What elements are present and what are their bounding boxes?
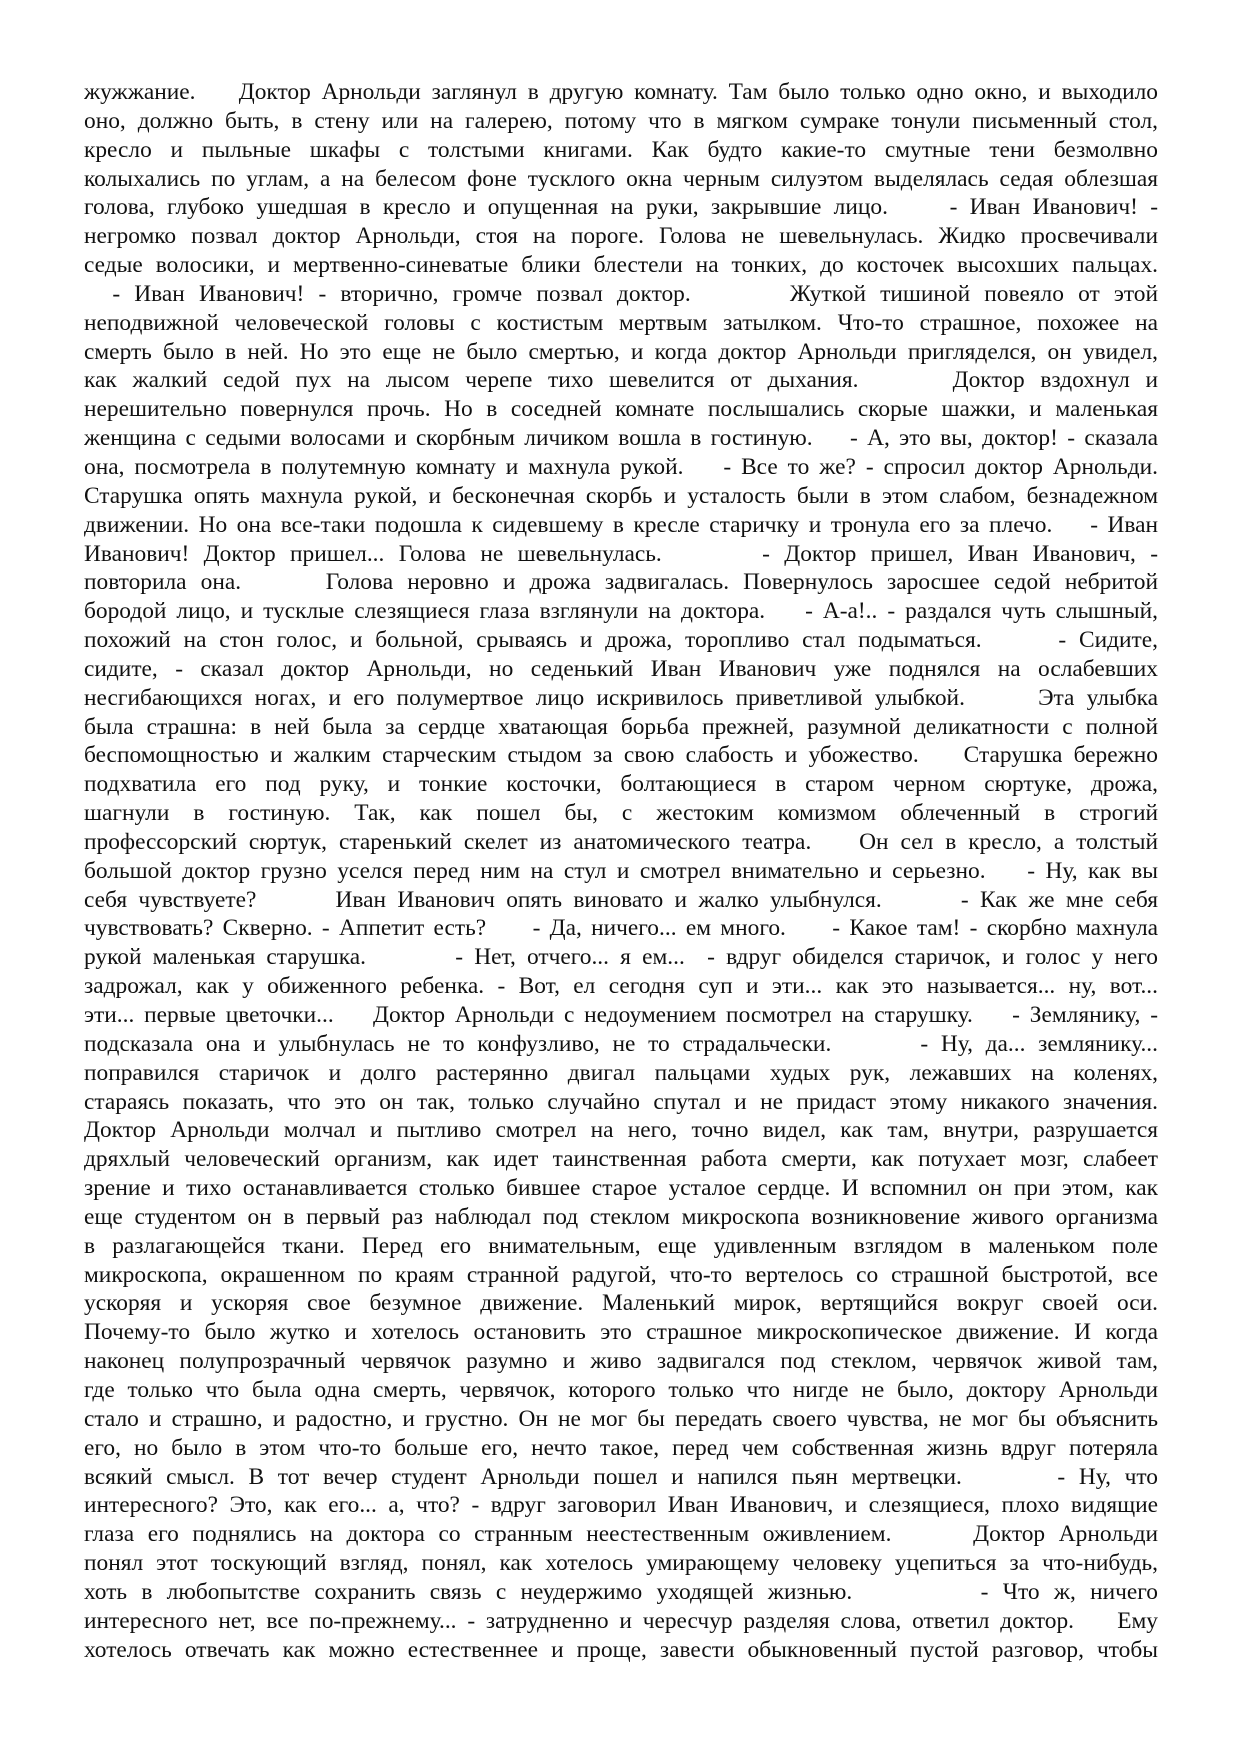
text-line: женщина с седыми волосами и скорбным личиком вошла в гостиную. - А, это вы, доктор! - сказала <box>84 425 1158 452</box>
document-page <box>84 78 1158 1664</box>
text-line: хоть в любопытстве сохранить связь с неудержимо уходящей жизнью. - Что ж, ничего <box>84 1578 1158 1605</box>
text-line: задрожал, как у обиженного ребенка. - Вот, ел сегодня суп и эти... как это называется... ну, вот... <box>84 973 1158 1000</box>
text-line: бородой лицо, и тусклые слезящиеся глаза взглянули на доктора. - А-а!.. - раздался чуть слышный, <box>84 598 1158 625</box>
text-line: еще студентом он в первый раз наблюдал под стеклом микроскопа возникновение живого организма <box>84 1203 1158 1230</box>
text-line: Доктор Арнольди молчал и пытливо смотрел на него, точно видел, как там, внутри, разрушается <box>84 1117 1158 1144</box>
text-line: его, но было в этом что-то больше его, нечто такое, перед чем собственная жизнь вдруг потеряла <box>84 1434 1158 1461</box>
text-line: неподвижной человеческой головы с костистым мертвым затылком. Что-то страшное, похожее на <box>84 309 1158 336</box>
text-line: кресло и пыльные шкафы с толстыми книгами. Как будто какие-то смутные тени безмолвно <box>84 136 1158 163</box>
text-line: себя чувствуете? Иван Иванович опять виновато и жалко улыбнулся. - Как же мне себя <box>84 886 1158 913</box>
text-line: всякий смысл. В тот вечер студент Арнольди пошел и напился пьян мертвецки. - Ну, что <box>84 1463 1158 1490</box>
text-line: эти... первые цветочки... Доктор Арнольди с недоумением посмотрел на старушку. - Землянику, - <box>84 1002 1158 1028</box>
text-line: она, посмотрела в полутемную комнату и махнула рукой. - Все то же? - спросил доктор Арнольди. <box>84 453 1158 480</box>
text-line: понял этот тоскующий взгляд, понял, как хотелось умирающему человеку уцепиться за что-нибудь, <box>84 1550 1158 1577</box>
text-line: хотелось отвечать как можно естественнее и проще, завести обыкновенный пустой разговор, чтобы <box>84 1636 1158 1663</box>
text-line: седые волосики, и мертвенно-синеватые блики блестели на тонких, до косточек высохших пальцах. <box>84 252 1158 279</box>
text-line: несгибающихся ногах, и его полумертвое лицо искривилось приветливой улыбкой. Эта улыбка <box>84 684 1158 711</box>
text-line: дряхлый человеческий организм, как идет таинственная работа смерти, как потухает мозг, слабеет <box>84 1146 1158 1173</box>
text-line: большой доктор грузно уселся перед ним на стул и смотрел внимательно и серьезно. - Ну, как вы <box>84 857 1158 884</box>
text-line: оно, должно быть, в стену или на галерею, потому что в мягком сумраке тонули письменный стол, <box>84 107 1158 134</box>
text-line: Старушка опять махнула рукой, и бесконечная скорбь и усталость были в этом слабом, безнадежном <box>84 482 1158 509</box>
text-line: ускоряя и ускоряя свое безумное движение. Маленький мирок, вертящийся вокруг своей оси. <box>84 1290 1158 1317</box>
text-line: наконец полупрозрачный червячок разумно и живо задвигался под стеклом, червячок живой там, <box>84 1348 1158 1375</box>
text-line: микроскопа, окрашенном по краям странной радугой, что-то вертелось со страшной быстротой, все <box>84 1261 1158 1288</box>
text-line: сидите, - сказал доктор Арнольди, но седенький Иван Иванович уже поднялся на ослабевших <box>84 655 1158 682</box>
text-line: глаза его поднялись на доктора со странным неестественным оживлением. Доктор Арнольди <box>84 1521 1158 1548</box>
text-line: Иванович! Доктор пришел... Голова не шевельнулась. - Доктор пришел, Иван Иванович, - <box>84 540 1158 567</box>
text-line: как жалкий седой пух на лысом черепе тихо шевелится от дыхания. Доктор вздохнул и <box>84 367 1158 394</box>
text-line: - Иван Иванович! - вторично, громче позвал доктор. Жуткой тишиной повеяло от этой <box>84 280 1158 307</box>
text-line: профессорский сюртук, старенький скелет из анатомического театра. Он сел в кресло, а толстый <box>84 828 1158 855</box>
text-line: интересного? Это, как его... а, что? - вдруг заговорил Иван Иванович, и слезящиеся, плохо видящие <box>84 1492 1158 1519</box>
text-line: стараясь показать, что это он так, только случайно спутал и не придаст этому никакого значения. <box>84 1088 1158 1115</box>
text-line: похожий на стон голос, и больной, срываясь и дрожа, торопливо стал подыматься. - Сидите, <box>84 627 1158 654</box>
text-line: подхватила его под руку, и тонкие косточки, болтающиеся в старом черном сюртуке, дрожа, <box>84 771 1158 798</box>
text-line: зрение и тихо останавливается столько бившее старое усталое сердце. И вспомнил он при этом, как <box>84 1175 1158 1202</box>
text-line: подсказала она и улыбнулась не то конфузливо, не то страдальчески. - Ну, да... землянику... <box>84 1030 1158 1057</box>
text-line: чувствовать? Скверно. - Аппетит есть? - Да, ничего... ем много. - Какое там! - скорбно махнула <box>84 915 1158 942</box>
text-line: где только что была одна смерть, червячок, которого только что нигде не было, доктору Арнольди <box>84 1376 1158 1403</box>
text-line: колыхались по углам, а на белесом фоне тусклого окна черным силуэтом выделялась седая облезшая <box>84 165 1158 192</box>
text-line: была страшна: в ней была за сердце хватающая борьба прежней, разумной деликатности с полной <box>84 713 1158 740</box>
text-line: интересного нет, все по-прежнему... - затрудненно и чересчур разделяя слова, ответил доктор. Ему <box>84 1607 1158 1634</box>
text-line: рукой маленькая старушка. - Нет, отчего... я ем... - вдруг обиделся старичок, и голос у него <box>84 944 1158 971</box>
text-line: голова, глубоко ушедшая в кресло и опущенная на руки, закрывшие лицо. - Иван Иванович! - <box>84 194 1158 221</box>
text-line: нерешительно повернулся прочь. Но в соседней комнате послышались скорые шажки, и маленькая <box>84 396 1158 423</box>
text-line: смерть было в ней. Но это еще не было смертью, и когда доктор Арнольди пригляделся, он увидел, <box>84 338 1158 365</box>
text-line: повторила она. Голова неровно и дрожа задвигалась. Повернулось заросшее седой небритой <box>84 569 1158 596</box>
text-line: шагнули в гостиную. Так, как пошел бы, с жестоким комизмом облеченный в строгий <box>84 800 1158 827</box>
text-line: беспомощностью и жалким старческим стыдом за свою слабость и убожество. Старушка бережно <box>84 742 1158 769</box>
text-line: Почему-то было жутко и хотелось остановить это страшное микроскопическое движение. И когда <box>84 1319 1158 1346</box>
text-line: жужжание. Доктор Арнольди заглянул в другую комнату. Там было только одно окно, и выходило <box>84 79 1158 105</box>
text-line: в разлагающейся ткани. Перед его внимательным, еще удивленным взглядом в маленьком поле <box>84 1232 1158 1259</box>
text-line: движении. Но она все-таки подошла к сидевшему в кресле старичку и тронула его за плечо. - Иван <box>84 511 1158 538</box>
text-line: поправился старичок и долго растерянно двигал пальцами худых рук, лежавших на коленях, <box>84 1059 1158 1086</box>
text-line: стало и страшно, и радостно, и грустно. Он не мог бы передать своего чувства, не мог бы объяснить <box>84 1405 1158 1432</box>
text-line: негромко позвал доктор Арнольди, стоя на пороге. Голова не шевельнулась. Жидко просвечивали <box>84 223 1158 250</box>
